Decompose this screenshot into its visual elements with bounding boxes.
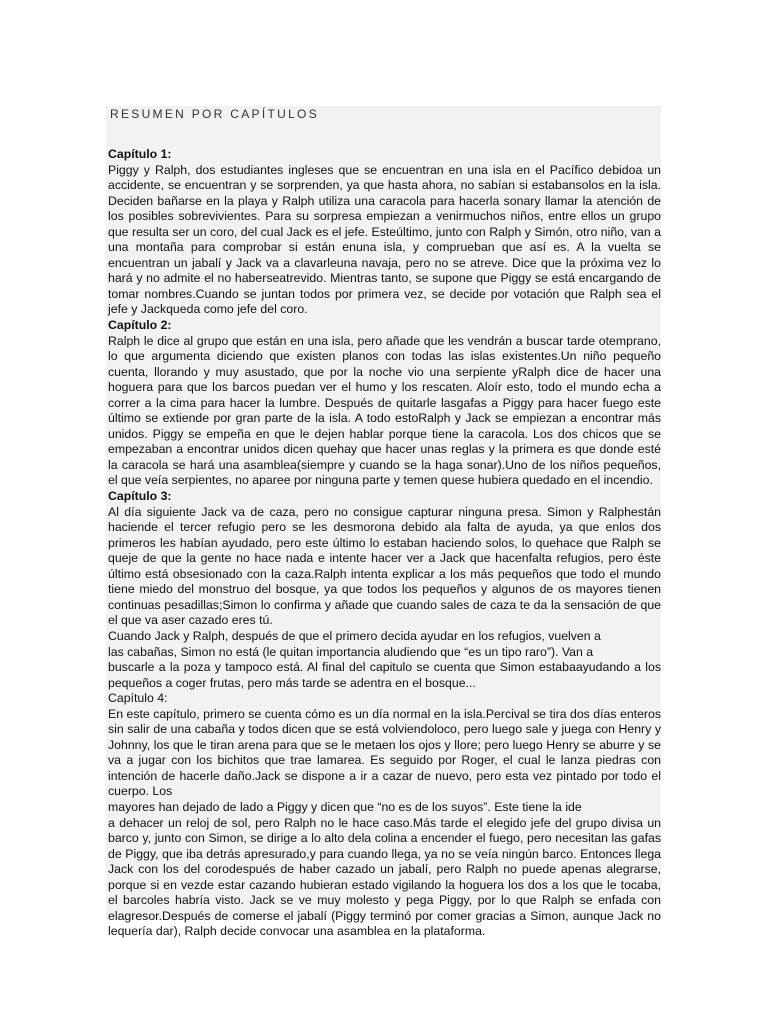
chapter-3-text: Al día siguiente Jack va de caza, pero no consigue capturar ninguna presa. Simon y Ralphestán haciende el tercer refugio pero se les desmorona debido ala falta de ayuda, ya que enlos dos primeros les habían ayudado, pero este último lo estaban haciendo solos, lo quehace que Ralph se queje de que la gente no hace nada e intente hacer ver a Jack que hacenfalta refugios, pero éste último está obsesionado con la caza.Ralph intenta explicar a los más pequeños que todo el mundo tiene miedo del monstruo del bosque, ya que todos los pequeños y algunos de os mayores tienen continuas pesadillas;Simon lo confirma y añade que cuando sales de caza te da la sensación de que el que va aser cazado eres tú. [108, 504, 661, 628]
chapter-4-text-end: a dehacer un reloj de sol, pero Ralph no le hace caso.Más tarde el elegido jefe del grupo divisa un barco y, junto con Simon, se dirige a lo alto dela colina a encender el fuego, pero necesitan las gafas de Piggy, que iba detrás apresurado,y para cuando llega, ya no se veía ningún barco. Entonces llega Jack con los del corodespués de haber cazado un jabalí, pero Ralph no puede apenas alegrarse, porque si en vezde estar cazando hubieran estado vigilando la hoguera los dos a los que le tocaba, el barcoles habría visto. Jack se ve muy molesto y pega Piggy, por lo que Ralph se enfada con elagresor.Después de comerse el jabalí (Piggy terminó por comer gracias a Simon, aunque Jack no lequería dar), Ralph decide convocar una asamblea en la plataforma. [108, 815, 661, 939]
chapter-3-line: Cuando Jack y Ralph, después de que el primero decida ayudar en los refugios, vuelven a [108, 628, 601, 643]
chapter-4-text: En este capítulo, primero se cuenta cómo es un día normal en la isla.Percival se tira dos días enteros sin salir de una cabaña y todos dicen que se está volviendoloco, pero luego sale y juega con Henry y Johnny, los que le tiran arena para que se le metaen los ojos y llore; pero luego Henry se aburre y se va a jugar con los bichitos que trae lamarea. Es seguido por Roger, el cual le lanza piedras con intención de hacerle daño.Jack se dispone a ir a cazar de nuevo, pero esta vez pintado por todo el cuerpo. Los [108, 706, 661, 799]
chapter-2-text: Ralph le dice al grupo que están en una isla, pero añade que les vendrán a buscar tarde otemprano, lo que argumenta diciendo que existen planos con todas las islas existentes.Un niño pequeño cuenta, llorando y muy asustado, que por la noche vio una serpiente yRalph dice de hacer una hoguera para que los barcos puedan ver el humo y los rescaten. Aloír esto, todo el mundo echa a correr a la cima para hacer la lumbre. Después de quitarle lasgafas a Piggy para hacer fuego este último se extiende por gran parte de la isla. A todo estoRalph y Jack se empiezan a encontrar más unidos. Piggy se empeña en que le dejen hablar porque tiene la caracola. Los dos chicos que se empezaban a encontrar unidos dicen quehay que hacer unas reglas y la primera es que donde esté la caracola se hará una asamblea(siempre y cuando se la haga sonar).Uno de los niños pequeños, el que veía serpientes, no aparee por ninguna parte y temen quese hubiera quedado en el incendio. [108, 333, 661, 488]
document-title: RESUMEN POR CAPÍTULOS [110, 107, 319, 121]
chapter-3-text-end: buscarle a la poza y tampoco está. Al final del capitulo se cuenta que Simon estabaayudando a los pequeños a coger frutas, pero más tarde se adentra en el bosque... [108, 660, 661, 690]
chapter-3-line: las cabañas, Simon no está (le quitan importancia aludiendo que “es un tipo raro”). Van a [108, 644, 594, 659]
chapter-3-heading: Capítulo 3: [108, 489, 172, 504]
document-body [108, 147, 661, 940]
chapter-2-heading: Capítulo 2: [108, 318, 172, 333]
chapter-1-text: Piggy y Ralph, dos estudiantes ingleses que se encuentran en una isla en el Pacífico debidoa un accidente, se encuentran y se sorprenden, ya que hasta ahora, no sabían si estabansolos en la isla. Deciden bañarse en la playa y Ralph utiliza una caracola para hacerla sonary llamar la atención de los posibles sobrevivientes. Para su sorpresa empiezan a venirmuchos niños, entre ellos un grupo que resulta ser un coro, del cual Jack es el jefe. Esteúltimo, junto con Ralph y Simón, otro niño, van a una montaña para comprobar si están enuna isla, y comprueban que así es. A la vuelta se encuentran un jabalí y Jack va a clavarleuna navaja, pero no se atreve. Dice que la próxima vez lo hará y no admite el no haberseatrevido. Mientras tanto, se supone que Piggy se está encargando de tomar nombres.Cuando se juntan todos por primera vez, se decide por votación que Ralph sea el jefe y Jackqueda como jefe del coro. [108, 162, 661, 317]
document-page [106, 106, 661, 939]
chapter-4-line: mayores han dejado de lado a Piggy y dicen que “no es de los suyos”. Este tiene la ide [108, 799, 582, 814]
chapter-1-heading: Capítulo 1: [108, 147, 172, 161]
chapter-4-heading: Capítulo 4: [108, 691, 168, 706]
